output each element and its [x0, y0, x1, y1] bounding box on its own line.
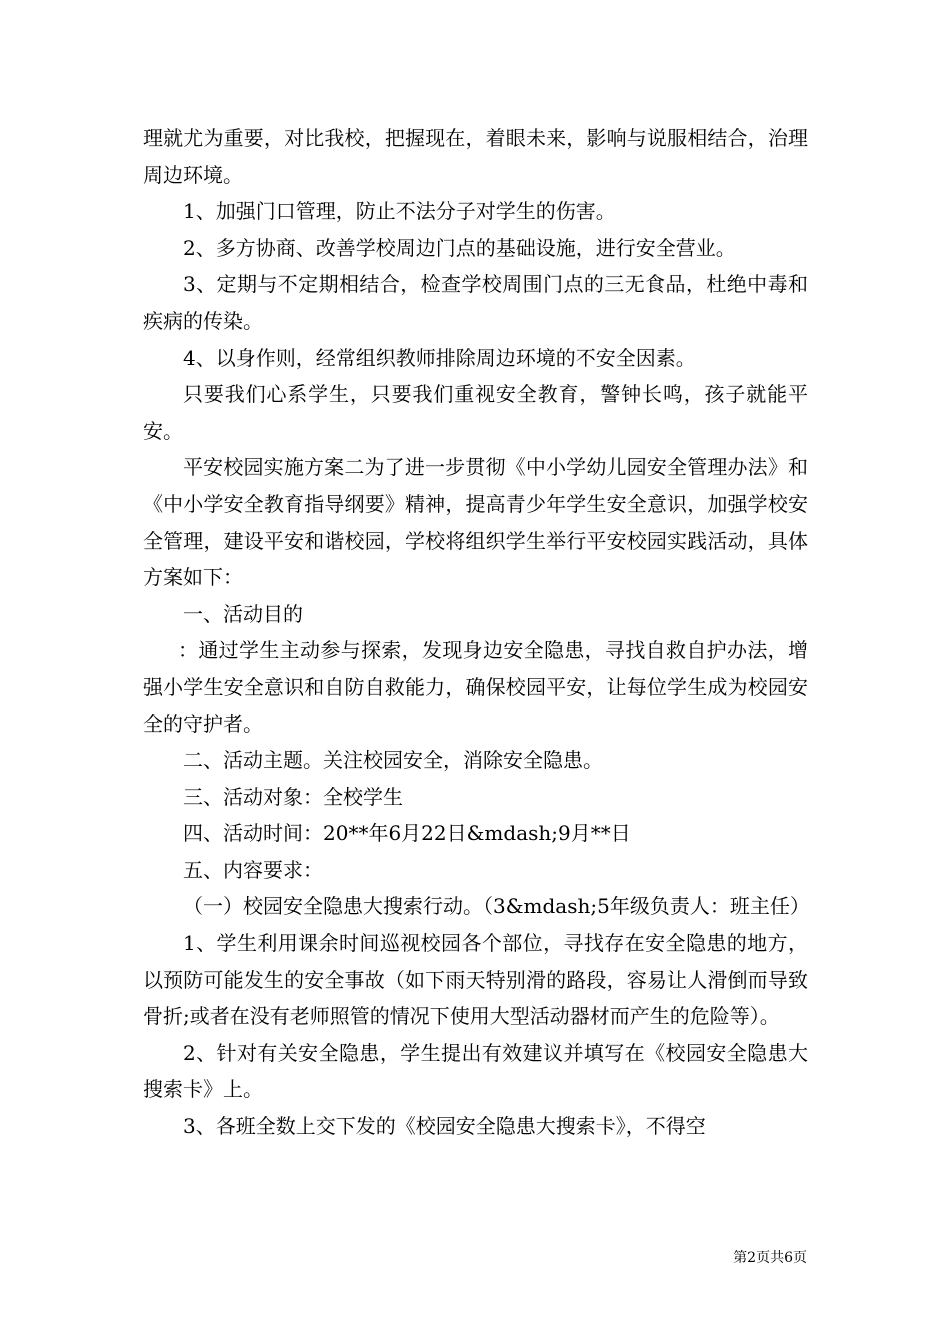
paragraph-4: 3、定期与不定期相结合，检查学校周围门点的三无食品，杜绝中毒和疾病的传染。 [143, 272, 808, 333]
section-heading-1: 一、活动目的 [183, 601, 303, 626]
paragraph-9: 1、学生利用课余时间巡视校园各个部位，寻找存在安全隐患的地方，以预防可能发生的安全事故（如下雨天特别滑的路段，容易让人滑倒而导致骨折;或者在没有老师照管的情况下使用大型活动器材而产生的危险等）。 [143, 931, 808, 1029]
sub-heading-1: （一）校园安全隐患大搜索行动。（3&mdash;5年级负责人：班主任） [183, 894, 810, 919]
paragraph-11: 3、各班全数上交下发的《校园安全隐患大搜索卡》，不得空 [183, 1114, 706, 1139]
section-heading-5: 五、内容要求： [183, 857, 323, 882]
document-body [143, 120, 808, 1145]
paragraph-10: 2、针对有关安全隐患，学生提出有效建议并填写在《校园安全隐患大搜索卡》上。 [143, 1040, 808, 1102]
paragraph-8: ：通过学生主动参与探索，发现身边安全隐患，寻找自救自护办法，增强小学生安全意识和自防自救能力，确保校园平安，让每位学生成为校园安全的守护者。 [143, 638, 808, 736]
section-heading-4: 四、活动时间：20**年6月22日&mdash;9月**日 [183, 821, 631, 846]
paragraph-7: 平安校园实施方案二为了进一步贯彻《中小学幼儿园安全管理办法》和《中小学安全教育指导纲要》精神，提高青少年学生安全意识，加强学校安全管理，建设平安和谐校园，学校将组织学生举行平安校园实践活动，具体方案如下： [143, 455, 808, 590]
paragraph-2: 1、加强门口管理，防止不法分子对学生的伤害。 [183, 199, 616, 224]
paragraph-1: 理就尤为重要，对比我校，把握现在，着眼未来，影响与说服相结合，治理周边环境。 [143, 126, 808, 187]
paragraph-6: 只要我们心系学生，只要我们重视安全教育，警钟长鸣，孩子就能平安。 [143, 382, 808, 443]
page-number: 第2页共6页 [733, 1250, 807, 1266]
paragraph-3: 2、多方协商、改善学校周边门点的基础设施，进行安全营业。 [183, 235, 736, 260]
section-heading-3: 三、活动对象：全校学生 [183, 784, 403, 809]
paragraph-5: 4、以身作则，经常组织教师排除周边环境的不安全因素。 [183, 345, 696, 370]
section-heading-2: 二、活动主题。关注校园安全，消除安全隐患。 [183, 748, 603, 773]
